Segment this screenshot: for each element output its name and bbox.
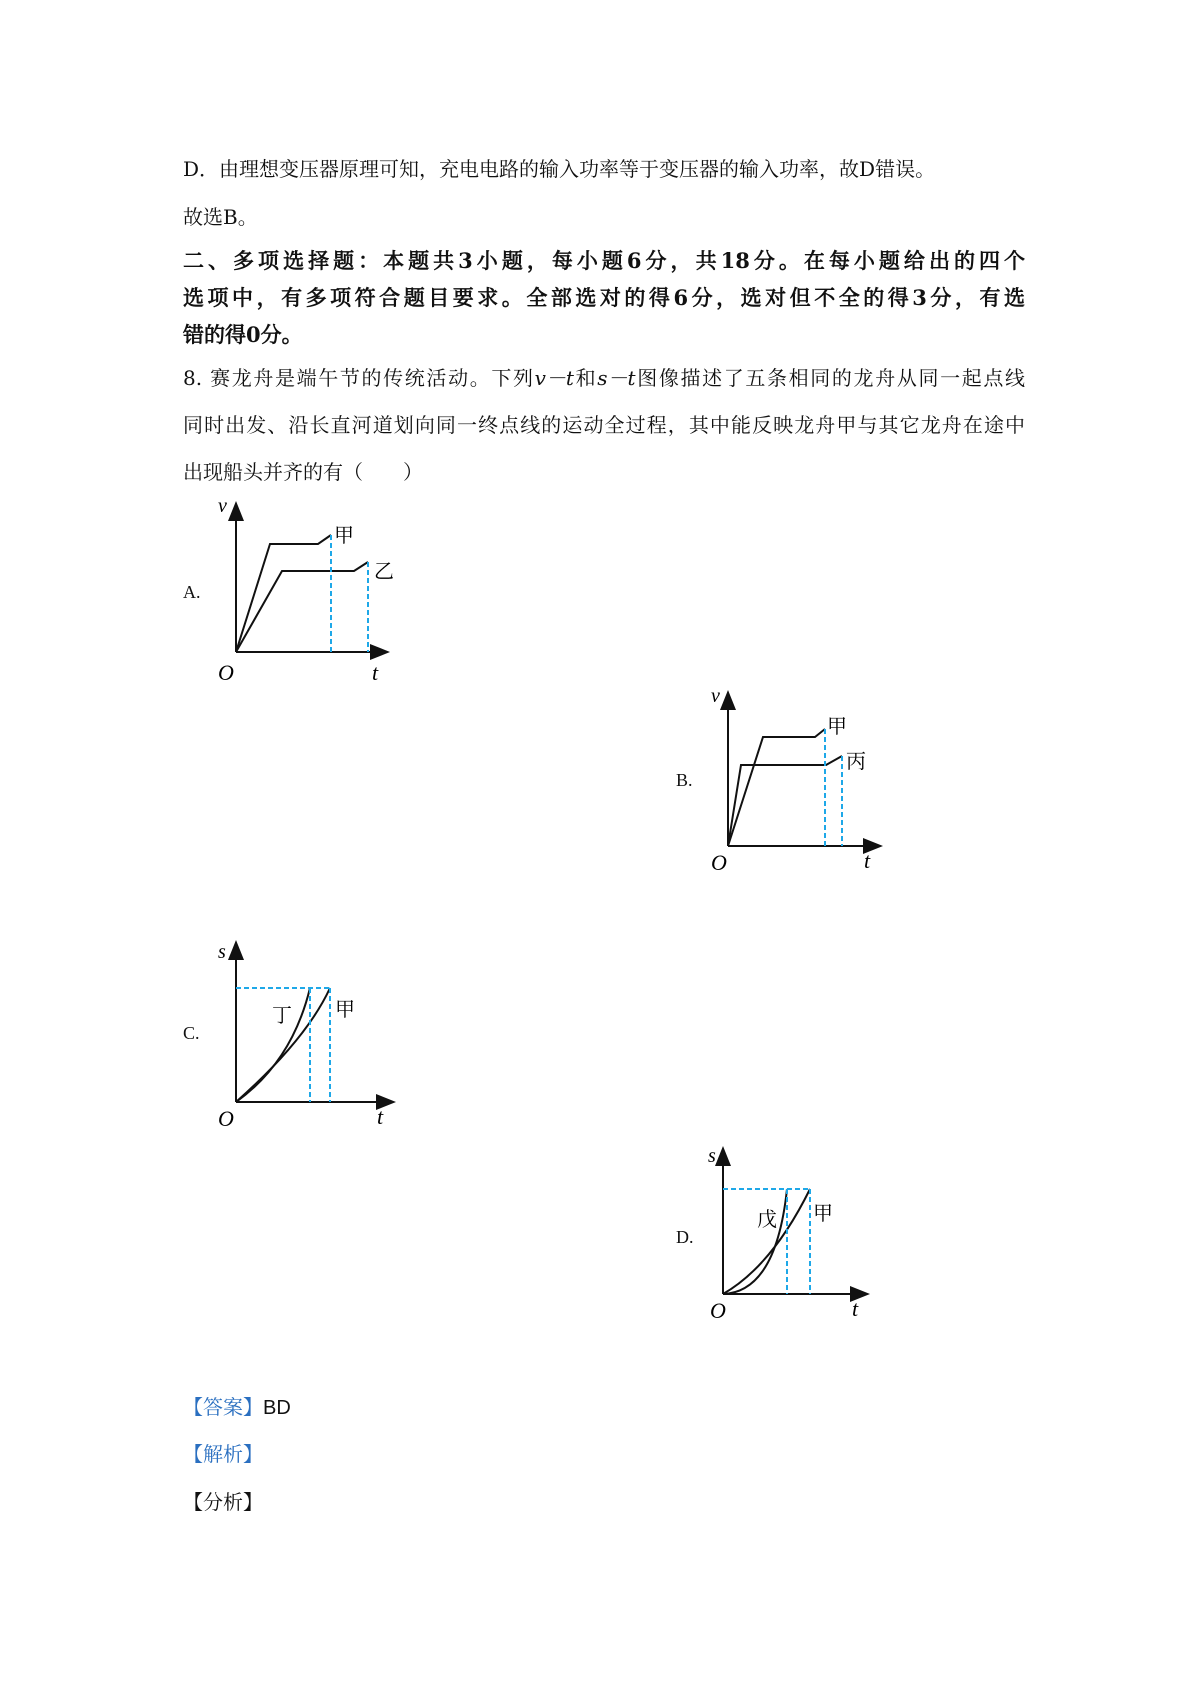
q8-text: 8. 赛龙舟是端午节的传统活动。下列	[183, 366, 535, 390]
option-c-label: C.	[183, 1023, 200, 1043]
answer-value: BD	[263, 1397, 291, 1419]
answer-label: 【答案】	[183, 1395, 263, 1419]
option-d-explanation: D．由理想变压器原理可知，充电电路的输入功率等于变压器的输入功率，故D错误。	[183, 157, 936, 181]
question-8-line-2: 同时出发、沿长直河道划向同一终点线的运动全过程，其中能反映龙舟甲与其它龙舟在途中	[183, 413, 1025, 437]
graph-c	[236, 944, 392, 1102]
curve-label-jia: 甲	[813, 1203, 833, 1225]
axis-label-t: t	[372, 660, 379, 685]
curve-jia	[723, 1189, 810, 1294]
section-heading-line-1: 二、多项选择题：本题共3小题，每小题6分，共18分。在每小题给出的四个	[183, 248, 1025, 273]
axis-label-s: s	[708, 1145, 716, 1167]
axis-label-v: v	[218, 495, 227, 517]
axis-label-v: v	[711, 685, 720, 707]
curve-label-jia: 甲	[335, 999, 355, 1021]
curve-label-jia: 甲	[827, 716, 847, 738]
section-heading-line-3: 错的得0分。	[183, 322, 303, 347]
section-heading-line-2: 选项中，有多项符合题目要求。全部选对的得6分，选对但不全的得3分，有选	[183, 285, 1025, 310]
origin-label: O	[710, 1298, 726, 1323]
origin-label: O	[711, 850, 727, 875]
graph-d	[723, 1150, 866, 1294]
origin-label: O	[218, 1106, 234, 1131]
option-a-label: A.	[183, 582, 201, 602]
conclusion: 故选B。	[183, 205, 258, 229]
curve-label-yi: 乙	[374, 561, 394, 583]
curve-label-ding: 丁	[272, 1005, 292, 1027]
curve-jia	[236, 535, 331, 652]
analysis-label: 【解析】	[183, 1442, 263, 1466]
graph-a	[236, 505, 386, 652]
axis-label-t: t	[377, 1104, 384, 1129]
origin-label: O	[218, 660, 234, 685]
option-b-label: B.	[676, 770, 693, 790]
curve-label-jia: 甲	[334, 525, 354, 547]
curve-label-wu: 戊	[757, 1209, 777, 1231]
curve-jia	[728, 729, 825, 846]
q8-text: 和	[573, 366, 598, 390]
axis-label-t: t	[852, 1296, 859, 1321]
option-d-label: D.	[676, 1227, 694, 1247]
st-symbol: s－t	[597, 366, 636, 390]
question-8-line-3: 出现船头并齐的有（ ）	[183, 460, 423, 484]
breakdown-label: 【分析】	[183, 1490, 263, 1514]
answer-line	[183, 1394, 1025, 1421]
axis-label-t: t	[864, 848, 871, 873]
curve-wu	[723, 1189, 787, 1294]
axis-label-s: s	[218, 941, 226, 963]
curve-label-bing: 丙	[846, 751, 866, 773]
vt-symbol: v－t	[534, 366, 574, 390]
curve-yi	[236, 562, 368, 652]
q8-text: 图像描述了五条相同的龙舟从同一起点线	[635, 366, 1026, 390]
